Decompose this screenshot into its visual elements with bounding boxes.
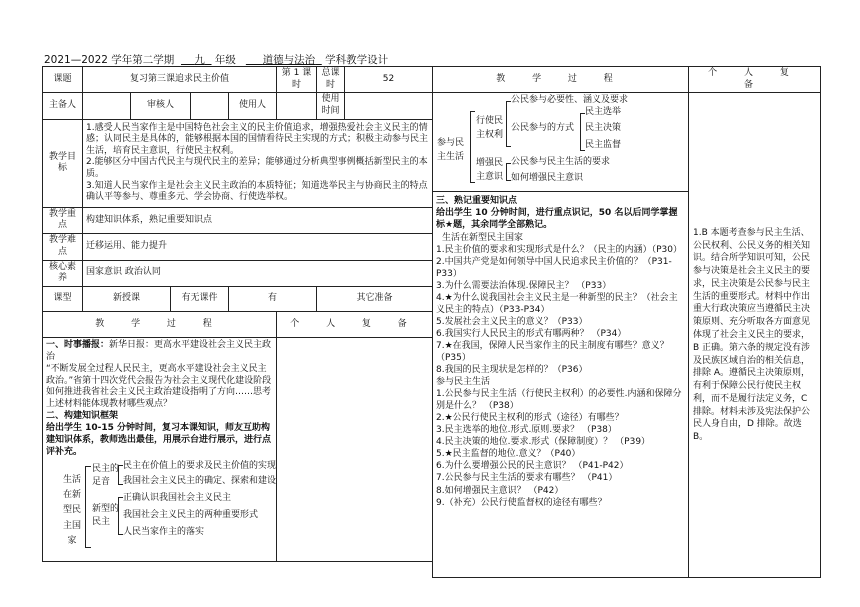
tree-leaf: 正确认识我国社会主义民主 <box>123 492 232 503</box>
section2-title: 二、构建知识框架 <box>46 411 119 422</box>
question-item: 4.★为什么说我国社会主义民主是一种新型的民主？（社会主义民主的特点）（P33-P34） <box>436 292 678 315</box>
courseware-label: 有无课件 <box>171 286 229 311</box>
question-item: 1.公民参与民主生活（行使民主权利）的必要性.内涵和保障分别是什么？ （P38） <box>436 389 682 412</box>
courseware-value: 有 <box>229 286 317 311</box>
tree-leaf: 民主监督 <box>585 140 622 151</box>
difficulty-label: 教学难点 <box>43 234 83 260</box>
subheading-2: 参与民主生活 <box>436 377 491 388</box>
tree-root: 生活 在新 型民 主国 家 <box>63 474 82 546</box>
lesson-type-value: 新授课 <box>83 286 171 311</box>
school-year: 2021—2022 学年第二学期 <box>44 54 175 66</box>
grade: 九 <box>194 54 205 66</box>
section2-text: 给出学生 10-15 分钟时间，复习本课知识，师友互助构建知识体系，教师选出最佳，用展示台进行展示，进行点评补充。 <box>46 423 272 457</box>
other-prep-label: 其它准备 <box>317 286 433 311</box>
question-item: 3.为什么需要法治体现.保障民主？ （P33） <box>436 280 612 291</box>
question-item: 7.★在我国，保障人民当家作主的民主制度有哪些？意义？（P35） <box>436 340 669 363</box>
memorize-section <box>433 191 688 508</box>
tree-leaf: 民主决策 <box>585 123 622 134</box>
left-process-cell <box>43 337 277 561</box>
right-review-heading: 个 人 复 备 <box>689 67 821 93</box>
key-point-label: 教学重点 <box>43 207 83 233</box>
tree-leaf: 民主在价值上的要求及民主价值的实现 <box>123 460 277 471</box>
tree-leaf: 我国社会主义民主的确定、探索和建设 <box>123 475 277 486</box>
tree-branch-1: 民主的 足音 <box>92 463 120 487</box>
total-label: 总课时 <box>317 67 345 93</box>
question-item: 3.民主选举的地位.形式.原则.要求？ （P38） <box>436 425 617 436</box>
tree-leaf: 我国社会主义民主的两种重要形式 <box>123 509 259 520</box>
left-process-heading: 教 学 过 程 <box>43 311 277 337</box>
tree-leaf: 公民参与必要性、涵义及要求 <box>511 95 629 106</box>
right-review-cell: 1.B 本题考查参与民主生活、公民权利、公民义务的相关知识。结合所学知识可知，公民参与决策是社会主义民主的要求，民主决策是公民参与民主生活的重要形式。材料中作出重大行政决策应当遵循民主决策原则、充分听取各方面意见体现了社会主义民主的要求，B 正确。第六条的规定没有涉及民族区域自治的相关信息，排除 A。遵循民主决策原则，有利于保障公民行使民主权利，而不是履行法定义务，C 排除。材料未涉及宪法保护公民人身自由，D 排除。故选 B。 <box>689 93 821 578</box>
difficulty-value: 迁移运用、能力提升 <box>83 234 433 260</box>
core-literacy-label: 核心素养 <box>43 260 83 286</box>
right-lesson-table <box>432 66 821 578</box>
tree-root: 参与民 主生活 <box>437 138 465 162</box>
question-list-2 <box>436 388 685 508</box>
question-item: 5.发展社会主义民主的意义？（P33） <box>436 316 588 327</box>
question-item: 2.中国共产党是如何领导中国人民追求民主价值的？（P31-P33） <box>436 256 672 279</box>
tree-leaf: 公民参与的方式 <box>511 123 575 134</box>
question-item: 8.我国的民主现状是怎样的？（P36） <box>436 365 588 376</box>
tree-leaf: 民主选举 <box>585 107 622 118</box>
tree-leaf: 公民参与民主生活的要求 <box>511 157 611 168</box>
subject: 道德与法治 <box>262 54 316 66</box>
tree-branch-2: 增强民 主意识 <box>476 158 504 183</box>
subheading-1: 生活在新型民主国家 <box>442 232 524 243</box>
key-point-value: 构建知识体系，熟记重要知识点 <box>83 207 433 233</box>
section1-title: 一、时事播报： <box>46 339 110 350</box>
total-value: 52 <box>345 67 433 93</box>
section3-title: 三、熟记重要知识点 <box>436 196 518 207</box>
document-header: 2021—2022 学年第二学期 九 年级 道德与法治 学科教学设计 <box>44 54 389 66</box>
question-item: 8.如何增强民主意识？ （P42） <box>436 485 564 496</box>
left-lesson-table <box>42 66 433 562</box>
tree-leaf: 人民当家作主的落实 <box>123 526 205 537</box>
tree-branch-2: 新型的 民主 <box>92 503 120 527</box>
core-literacy-value: 国家意识 政治认同 <box>83 260 433 286</box>
reviewer-label: 审核人 <box>131 93 191 119</box>
right-process-heading: 教 学 过 程 <box>433 67 689 93</box>
left-knowledge-tree <box>43 461 276 561</box>
question-item: 2.★公民行使民主权利的形式（途径）有哪些？ <box>436 413 624 424</box>
right-knowledge-tree <box>433 93 688 191</box>
question-item: 7.公民参与民主生活的要求有哪些？ （P41） <box>436 473 618 484</box>
question-item: 6.我国实行人民民主的形式有哪两种？ （P34） <box>436 328 627 339</box>
question-item: 6.为什么要增强公民的民主意识？ （P41-P42） <box>436 461 629 472</box>
question-item: 1.民主价值的要求和实现形式是什么？（民主的内涵）（P30） <box>436 244 682 255</box>
topic-label: 课题 <box>43 67 83 93</box>
main-preparer-label: 主备人 <box>43 93 83 119</box>
user-label: 使用人 <box>229 93 277 119</box>
question-item: 9.（补充）公民行使监督权的途径有哪些？ <box>436 497 607 508</box>
right-process-cell <box>433 93 689 578</box>
tree-leaf: 如何增强民主意识 <box>511 173 584 184</box>
goals-content <box>83 119 433 207</box>
question-item: 4.民主决策的地位.要求.形式（保障制度）？ （P39） <box>436 437 651 448</box>
section1-quote: “不断发展全过程人民民主，更高水平建设社会主义民主政治。”省第十四次党代会报告为社会主义现代化建设阶段如何推进我省社会主义民主政治建设指明了方向……思考上述材料能体现教材哪些观点？ <box>46 363 272 410</box>
question-item: 5.★民主监督的地位.意义？（P40） <box>436 449 581 460</box>
period-label: 第 1 课时 <box>277 67 317 93</box>
question-list-1 <box>436 244 685 377</box>
left-review-heading: 个 人 复 备 <box>277 311 433 337</box>
lesson-type-label: 课型 <box>43 286 83 311</box>
goal-item: 1.感受人民当家作主是中国特色社会主义的民主价值追求，增强热爱社会主义民主的情感；认同民主是具体的，能够根据本国的国情看待民主实现的方式；积极主动参与民主生活，培育民主意识，行使民主权利。 <box>86 122 429 156</box>
tree-branch-1: 行使民 主权利 <box>476 116 504 141</box>
use-time-label: 使用时间 <box>317 93 345 119</box>
goals-label: 教学目标 <box>43 119 83 207</box>
section3-text: 给出学生 10 分钟时间，进行重点识记，50 名以后同学掌握标★题，其余同学全部熟记。 <box>436 208 678 231</box>
goal-item: 2.能够区分中国古代民主与现代民主的差异；能够通过分析典型事例概括新型民主的本质。 <box>86 157 428 179</box>
section1-text: 新华日报：更高水平建设社会主义民主政治 <box>46 339 272 362</box>
left-review-cell <box>277 337 433 561</box>
goal-item: 3.知道人民当家作主是社会主义民主政治的本质特征；知道选举民主与协商民主的特点确认平等参与、尊重多元、学会协商、行使选举权。 <box>86 180 428 203</box>
topic-value: 复习第三课追求民主价值 <box>83 67 277 93</box>
